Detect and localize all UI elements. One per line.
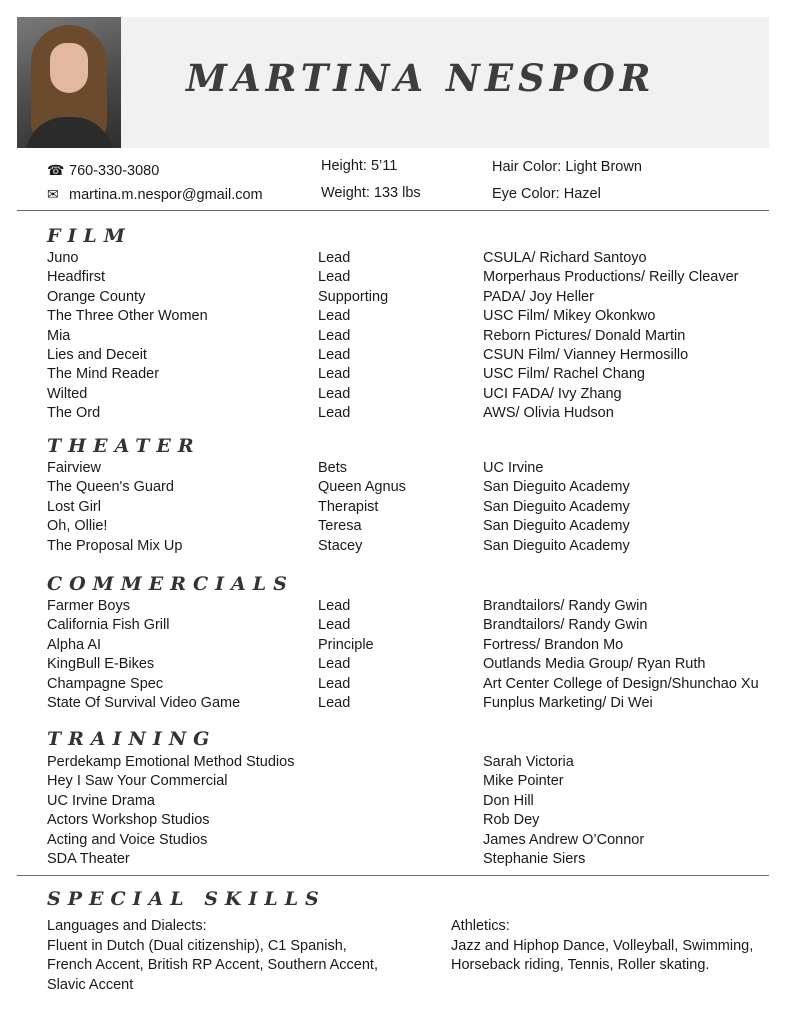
email-address: martina.m.nespor@gmail.com [69, 187, 263, 203]
credit-row [0, 518, 791, 538]
credit-title: Farmer Boys [47, 598, 130, 614]
section-title-training: TRAINING [47, 728, 217, 750]
credit-row [0, 386, 791, 406]
credit-role: Stacey [318, 537, 363, 554]
credit-production: USC Film/ Rachel Chang [483, 366, 645, 383]
credit-title: Hey I Saw Your Commercial [47, 773, 228, 790]
credit-production: CSULA/ Richard Santoyo [483, 250, 647, 266]
credit-production: USC Film/ Mikey Okonkwo [483, 308, 656, 325]
credit-production: Fortress/ Brandon Mo [483, 636, 624, 653]
credit-role: Bets [318, 460, 348, 476]
credit-role: Queen Agnus [318, 479, 406, 496]
credit-title: The Three Other Women [47, 308, 208, 325]
credit-production: UC Irvine [483, 460, 544, 476]
credit-title: Acting and Voice Studios [47, 831, 208, 848]
credit-title: Lies and Deceit [47, 347, 147, 363]
credit-production: San Dieguito Academy [483, 479, 630, 496]
credit-title: State Of Survival Video Game [47, 695, 241, 711]
credit-production: San Dieguito Academy [483, 537, 630, 554]
credit-row [0, 347, 791, 367]
athletics-line: Horseback riding, Tennis, Roller skating. [451, 957, 710, 973]
divider-bottom [17, 875, 769, 876]
section-title-commercials: COMMERCIALS [47, 573, 294, 595]
credit-row [0, 695, 791, 715]
credit-title: The Mind Reader [47, 366, 160, 383]
credit-row [0, 538, 791, 558]
section-title-theater: THEATER [47, 435, 201, 457]
section-title-film: FILM [47, 225, 132, 247]
credit-row [0, 460, 791, 480]
credit-production: CSUN Film/ Vianney Hermosillo [483, 347, 689, 363]
credit-role: Therapist [318, 498, 379, 515]
credit-production: Brandtailors/ Randy Gwin [483, 598, 648, 614]
credit-title: California Fish Grill [47, 617, 170, 634]
credit-row [0, 328, 791, 348]
credit-title: KingBull E-Bikes [47, 656, 155, 673]
credit-production: Brandtailors/ Randy Gwin [483, 617, 648, 634]
credit-row [0, 499, 791, 519]
credit-production: Morperhaus Productions/ Reilly Cleaver [483, 269, 739, 286]
languages-heading: Languages and Dialects: [47, 918, 207, 934]
credit-role: Lead [318, 269, 351, 286]
credit-row [0, 676, 791, 696]
athletics-block [451, 917, 753, 976]
credit-role: Lead [318, 617, 351, 634]
credit-production: Art Center College of Design/Shunchao Xu [483, 675, 759, 692]
actor-name: MARTINA NESPOR [186, 56, 656, 100]
credit-title: Champagne Spec [47, 675, 164, 692]
credit-production: Mike Pointer [483, 773, 564, 790]
athletics-heading: Athletics: [451, 918, 510, 934]
credit-title: Alpha AI [47, 636, 102, 653]
credit-role: Lead [318, 308, 351, 325]
credit-title: The Queen's Guard [47, 479, 174, 496]
credit-role: Lead [318, 385, 351, 402]
envelope-icon: ✉ [47, 186, 59, 202]
credit-production: James Andrew O’Connor [483, 831, 645, 848]
credit-row [0, 479, 791, 499]
credit-title: The Proposal Mix Up [47, 537, 183, 554]
credit-role: Lead [318, 656, 351, 673]
languages-line: Slavic Accent [47, 976, 134, 993]
stat-eyes: Eye Color: Hazel [492, 186, 601, 202]
credit-role: Lead [318, 366, 351, 383]
credit-row [0, 308, 791, 328]
credit-row [0, 366, 791, 386]
phone-icon: ☎ [47, 162, 65, 178]
credit-row [0, 851, 791, 871]
stat-weight: Weight: 133 lbs [321, 185, 421, 201]
credit-title: Mia [47, 327, 71, 344]
credit-role: Lead [318, 347, 351, 363]
credit-production: Outlands Media Group/ Ryan Ruth [483, 656, 706, 673]
divider-top [17, 210, 769, 211]
credit-title: Wilted [47, 385, 88, 402]
credit-production: Reborn Pictures/ Donald Martin [483, 327, 686, 344]
credit-production: AWS/ Olivia Hudson [483, 405, 614, 422]
section-title-skills: SPECIAL SKILLS [47, 888, 326, 910]
credit-row [0, 269, 791, 289]
credit-production: Stephanie Siers [483, 851, 586, 867]
stat-height: Height: 5’11 [321, 158, 398, 174]
credit-row [0, 405, 791, 425]
credit-title: Juno [47, 250, 79, 266]
languages-line: Fluent in Dutch (Dual citizenship), C1 Spanish, [47, 937, 347, 954]
credit-row [0, 773, 791, 793]
credit-row [0, 812, 791, 832]
credit-role: Lead [318, 327, 351, 344]
credit-row [0, 793, 791, 813]
credit-production: Sarah Victoria [483, 754, 574, 770]
credit-title: Lost Girl [47, 498, 101, 515]
credit-title: Fairview [47, 460, 101, 476]
credit-row [0, 637, 791, 657]
credit-role: Principle [318, 636, 374, 653]
credit-production: PADA/ Joy Heller [483, 288, 594, 305]
credit-production: Funplus Marketing/ Di Wei [483, 695, 653, 711]
credit-role: Lead [318, 405, 351, 422]
credit-role: Supporting [318, 288, 389, 305]
athletics-line: Jazz and Hiphop Dance, Volleyball, Swimming, [451, 937, 754, 954]
credit-role: Teresa [318, 518, 362, 535]
headshot-photo [17, 17, 121, 148]
credit-title: The Ord [47, 405, 101, 422]
languages-block [47, 917, 378, 995]
contact-email [47, 186, 263, 203]
credit-row [0, 289, 791, 309]
credit-role: Lead [318, 250, 351, 266]
headshot-face [50, 43, 88, 93]
credit-production: Don Hill [483, 792, 534, 809]
credit-row [0, 598, 791, 618]
credit-row [0, 656, 791, 676]
credit-title: Perdekamp Emotional Method Studios [47, 754, 295, 770]
credit-row [0, 250, 791, 270]
credit-row [0, 617, 791, 637]
credit-production: Rob Dey [483, 812, 540, 829]
credit-row [0, 754, 791, 774]
contact-phone [47, 162, 159, 179]
credit-role: Lead [318, 598, 351, 614]
stat-hair: Hair Color: Light Brown [492, 159, 642, 175]
phone-number: 760-330-3080 [69, 163, 160, 179]
credit-title: Orange County [47, 288, 146, 305]
credit-title: UC Irvine Drama [47, 792, 155, 809]
credit-production: UCI FADA/ Ivy Zhang [483, 385, 622, 402]
credit-title: Headfirst [47, 269, 106, 286]
credit-production: San Dieguito Academy [483, 518, 630, 535]
credit-title: Actors Workshop Studios [47, 812, 210, 829]
credit-title: Oh, Ollie! [47, 518, 108, 535]
languages-line: French Accent, British RP Accent, Southern Accent, [47, 957, 378, 973]
credit-role: Lead [318, 695, 351, 711]
credit-title: SDA Theater [47, 851, 130, 867]
credit-role: Lead [318, 675, 351, 692]
credit-production: San Dieguito Academy [483, 498, 630, 515]
credit-row [0, 832, 791, 852]
